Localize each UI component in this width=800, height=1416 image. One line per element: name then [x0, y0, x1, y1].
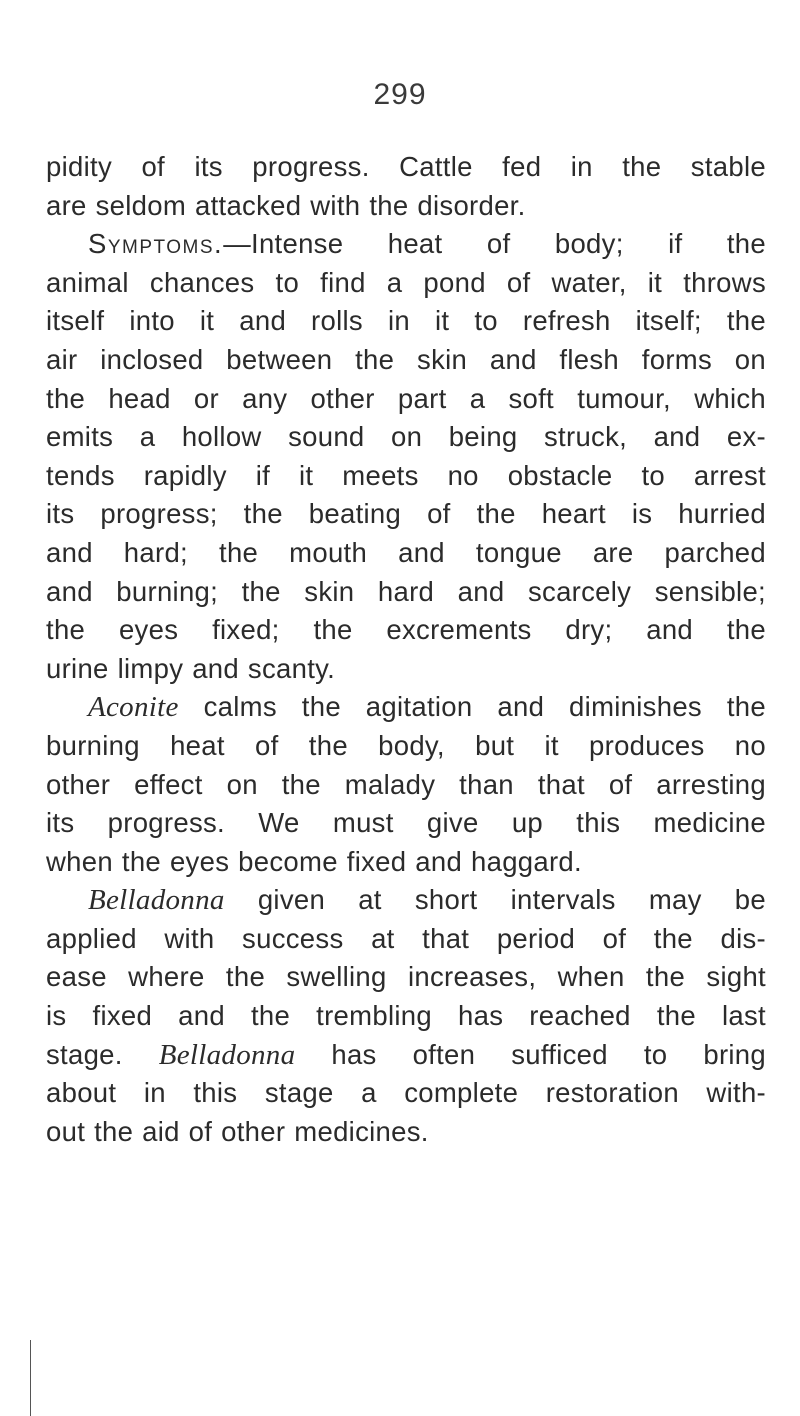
text-line: out the aid of other medicines.	[46, 1115, 429, 1147]
text-line: itself into it and rolls in it to refresh itself; the	[46, 305, 766, 337]
text-line: applied with success at that period of the dis-	[46, 922, 766, 954]
text-line: ease where the swelling increases, when the sight	[46, 961, 766, 993]
remedy-name-aconite: Aconite	[88, 691, 179, 724]
text-line	[46, 688, 766, 727]
text-line: the head or any other part a soft tumour, which	[46, 382, 766, 414]
remedy-name-belladonna: Belladonna	[158, 1038, 296, 1071]
text-line: animal chances to find a pond of water, it throws	[46, 266, 766, 298]
text-line	[46, 225, 766, 264]
text-line: its progress. We must give up this medicine	[46, 807, 766, 839]
text-line: and burning; the skin hard and scarcely sensible;	[46, 575, 766, 607]
text-fragment: calms the agitation and diminishes the	[178, 691, 766, 723]
text-line: about in this stage a complete restoration with-	[46, 1077, 766, 1109]
text-line	[46, 881, 766, 920]
text-line: other effect on the malady than that of arresting	[46, 768, 766, 800]
text-line: and hard; the mouth and tongue are parched	[46, 536, 766, 568]
text-line: the eyes fixed; the excrements dry; and the	[46, 614, 766, 646]
text-line: its progress; the beating of the heart is hurried	[46, 498, 766, 530]
text-line: pidity of its progress. Cattle fed in the stable	[46, 151, 766, 182]
text-line: when the eyes become fixed and haggard.	[46, 845, 582, 877]
text-line: is fixed and the trembling has reached the last	[46, 1000, 766, 1032]
text-fragment: stage.	[46, 1038, 159, 1070]
remedy-name-belladonna: Belladonna	[88, 884, 225, 917]
text-line	[46, 1036, 766, 1075]
text-line: urine limpy and scanty.	[46, 652, 336, 684]
text-line: emits a hollow sound on being struck, and ex-	[46, 421, 766, 453]
text-line: are seldom attacked with the disorder.	[46, 189, 526, 221]
text-line: air inclosed between the skin and flesh forms on	[46, 343, 766, 375]
section-label-symptoms: Symptoms.	[88, 228, 224, 260]
text-fragment: —Intense heat of body; if the	[223, 228, 766, 260]
text-fragment: has often sufficed to bring	[295, 1038, 766, 1070]
page-edge-line	[30, 1340, 31, 1416]
page-number: 299	[373, 78, 427, 111]
text-line: tends rapidly if it meets no obstacle to arrest	[46, 459, 766, 491]
text-line: burning heat of the body, but it produces no	[46, 729, 766, 761]
text-fragment: given at short intervals may be	[224, 884, 766, 916]
body-text	[46, 148, 766, 1151]
